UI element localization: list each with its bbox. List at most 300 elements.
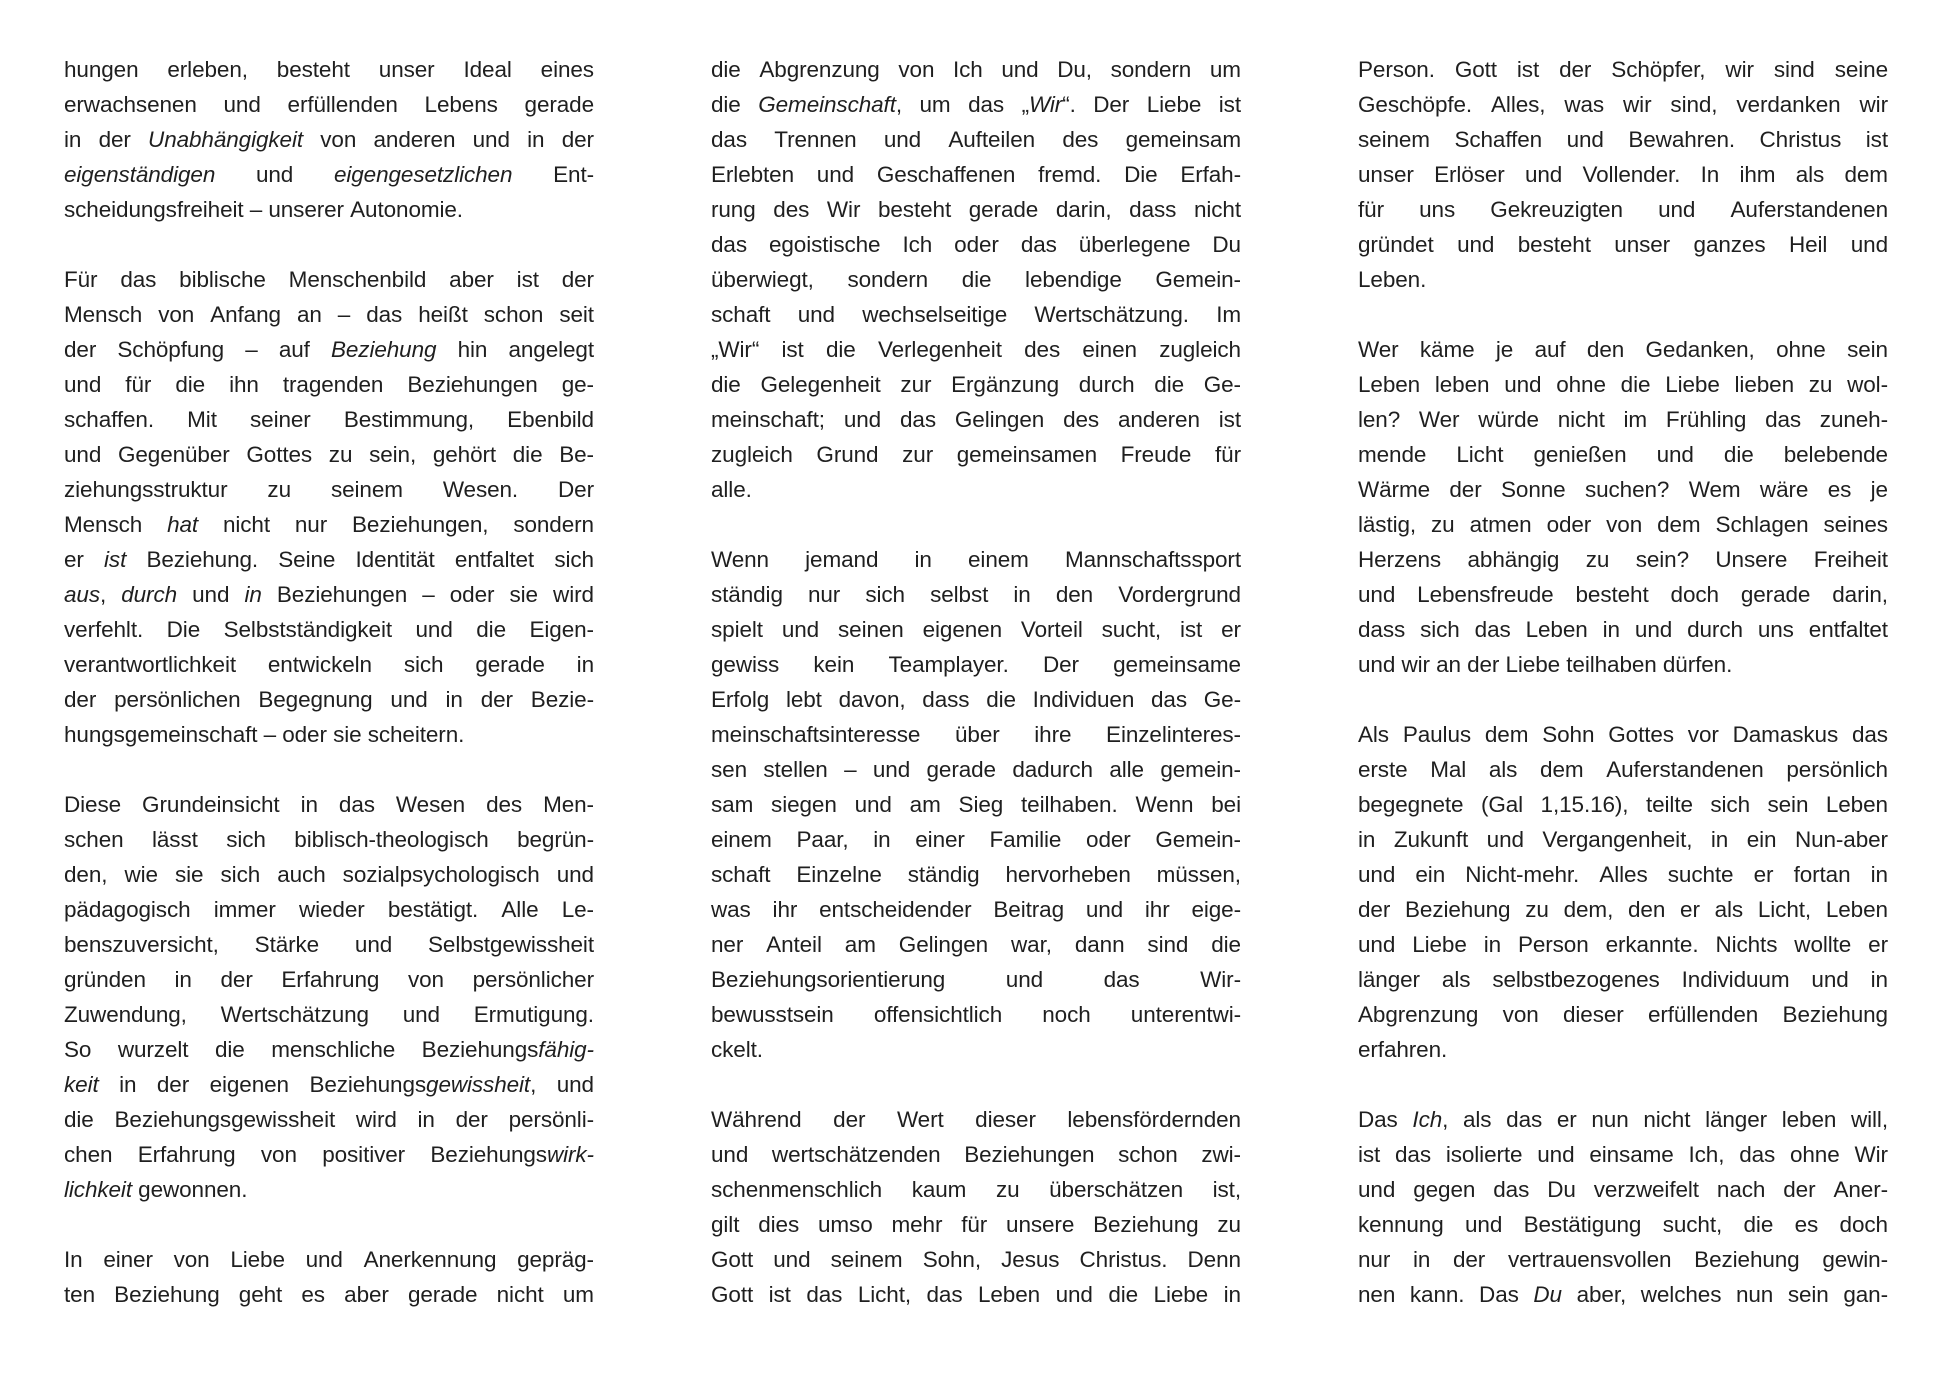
word: unserer (268, 197, 344, 222)
word: Wir- (1200, 967, 1241, 992)
word: begegnete (1358, 792, 1464, 817)
word: Grund (816, 442, 879, 467)
word: Vorteil (1020, 617, 1083, 642)
word: ist (781, 337, 804, 362)
paragraph (64, 787, 594, 1207)
text-line (64, 472, 594, 507)
word: von (407, 967, 444, 992)
word: der (561, 267, 594, 292)
text-line (64, 1242, 594, 1277)
text-line (1358, 192, 1888, 227)
word: ohne (1789, 1142, 1840, 1167)
word: der (1452, 1247, 1486, 1272)
word: Geschaffenen (876, 162, 1016, 187)
word: ist (768, 1282, 791, 1307)
word: und (390, 687, 428, 712)
word: und (1811, 967, 1849, 992)
word: Beziehung (1782, 1002, 1888, 1027)
word: Wir (826, 197, 861, 222)
word: des (1063, 407, 1100, 432)
word: seinen (838, 617, 904, 642)
text-line (64, 367, 594, 402)
word: dass (1358, 617, 1406, 642)
word: in (1483, 932, 1501, 957)
text-line (1358, 87, 1888, 122)
word: Gelingen (898, 932, 989, 957)
word: Begegnung (258, 687, 373, 712)
word: Beziehungen, (352, 512, 489, 537)
text-line (1358, 927, 1888, 962)
word: Ideal (463, 57, 512, 82)
word: Beziehung (1093, 1212, 1199, 1237)
paragraph (1358, 332, 1888, 682)
word: (Gal (1480, 792, 1524, 817)
word: nur (294, 512, 328, 537)
text-line (1358, 1102, 1888, 1137)
word: Mannschaftssport (1064, 547, 1241, 572)
word: einen (1082, 337, 1137, 362)
word: nun (1735, 1282, 1774, 1307)
word: Beziehungen (276, 582, 408, 607)
word: an (296, 302, 322, 327)
word: In (64, 1247, 83, 1272)
text-line (711, 682, 1241, 717)
word: abhängig (1467, 547, 1560, 572)
word: nicht (1193, 197, 1241, 222)
word: Du (1547, 1177, 1576, 1202)
text-line (711, 1137, 1241, 1172)
word: um (562, 1282, 594, 1307)
word: wechselseitige (862, 302, 1008, 327)
word: Denn (1187, 1247, 1241, 1272)
word: sie (333, 722, 362, 747)
text-line (711, 1207, 1241, 1242)
word: nicht (1557, 407, 1605, 432)
word: und (1634, 617, 1673, 642)
word: Liebe (1505, 652, 1561, 677)
word: kaum (911, 1177, 967, 1202)
word: pädagogisch (64, 897, 191, 922)
text-line (711, 332, 1241, 367)
word: von (320, 127, 357, 152)
word: Mit (187, 407, 217, 432)
word: Ergänzung (951, 372, 1060, 397)
word: uns (1419, 197, 1456, 222)
word: und (1566, 127, 1604, 152)
text-line (64, 892, 594, 927)
word: sich (226, 827, 266, 852)
word: Schöpfer, (1611, 57, 1706, 82)
word: durch (121, 582, 178, 607)
word: Mensch (64, 512, 143, 537)
word: mende (1358, 442, 1427, 467)
word: in (527, 127, 545, 152)
word: der (64, 337, 97, 362)
word: ihr (772, 897, 798, 922)
word: er (1680, 897, 1700, 922)
word: Trennen (774, 127, 857, 152)
word: lässt (152, 827, 198, 852)
word: das (900, 407, 936, 432)
word: Bewahren. (1628, 127, 1736, 152)
word: Anfang (210, 302, 281, 327)
word: für (1215, 442, 1241, 467)
word: unser (1614, 232, 1671, 257)
word: ist (104, 547, 127, 572)
word: Alles (1599, 862, 1648, 887)
word: zu (1585, 547, 1610, 572)
paragraph (1358, 1102, 1888, 1312)
word: wieder (298, 897, 365, 922)
word: das (1739, 1142, 1776, 1167)
text-line (711, 262, 1241, 297)
word: schen (64, 827, 124, 852)
word: und (556, 1072, 594, 1097)
word: Wesen. (442, 477, 519, 502)
word: Du (1212, 232, 1241, 257)
word: gehört (432, 442, 497, 467)
word: in (1223, 1282, 1241, 1307)
word: darin, (1055, 197, 1112, 222)
word: einer (915, 827, 965, 852)
word: Christus. (1079, 1247, 1168, 1272)
word: einer (103, 1247, 153, 1272)
text-line (1358, 647, 1888, 682)
word: wurzelt (117, 1037, 189, 1062)
word: und (415, 617, 453, 642)
word: Unabhängigkeit (148, 127, 304, 152)
word: davon, (838, 687, 906, 712)
word: zuneh- (1819, 407, 1888, 432)
word: vor (1687, 722, 1719, 747)
word: Schlagen (1715, 512, 1809, 537)
text-line (64, 1067, 594, 1102)
word: persönlicher (472, 967, 594, 992)
word: – (337, 302, 351, 327)
word: gründet (1358, 232, 1434, 257)
word: und (854, 792, 892, 817)
word: um (1209, 57, 1241, 82)
word: kann. (1409, 1282, 1465, 1307)
word: schenmenschlich (711, 1177, 883, 1202)
text-line (1358, 752, 1888, 787)
word: Der (1042, 652, 1079, 677)
text-line (1358, 1137, 1888, 1172)
word: das (711, 232, 747, 257)
word: Gemeinschaft, (758, 92, 903, 117)
word: durch (1687, 617, 1743, 642)
word: in (1412, 1247, 1431, 1272)
word: von (158, 302, 195, 327)
word: teilte (1645, 792, 1693, 817)
word: entscheidender (819, 897, 972, 922)
word: in (914, 547, 932, 572)
text-line (64, 437, 594, 472)
word: zu (328, 442, 353, 467)
word: seiner (250, 407, 311, 432)
word: Paulus (1402, 722, 1472, 747)
paragraph (64, 52, 594, 227)
word: Gegenüber (117, 442, 230, 467)
word: zu (1808, 372, 1833, 397)
word: Auferstandenen (1730, 197, 1888, 222)
text-line (711, 857, 1241, 892)
word: er (1556, 1107, 1577, 1132)
word: er (1753, 862, 1774, 887)
text-line (711, 927, 1241, 962)
word: teilhaben (1566, 652, 1657, 677)
word: gemeinsame (1113, 652, 1241, 677)
word: offensichtlich (873, 1002, 1003, 1027)
word: Freiheit (1813, 547, 1888, 572)
word: meinschaftsinteresse (711, 722, 921, 747)
word: lebt (785, 687, 822, 712)
word: ist (1516, 57, 1540, 82)
word: es (1827, 477, 1852, 502)
word: heißt (418, 302, 468, 327)
word: Leben (1825, 897, 1888, 922)
word: persönli- (508, 1107, 594, 1132)
word: ist (1358, 1142, 1381, 1167)
word: sich (865, 582, 905, 607)
word: und (816, 162, 855, 187)
word: würde (1478, 407, 1539, 432)
word: sen (711, 757, 747, 782)
word: schon (1118, 1142, 1178, 1167)
paragraph (1358, 52, 1888, 297)
word: oder (449, 582, 495, 607)
word: Paar, (796, 827, 849, 852)
word: gerade (475, 652, 545, 677)
word: das (1851, 722, 1888, 747)
word: oder (954, 232, 999, 257)
word: Ich (902, 232, 933, 257)
word: sein, (369, 442, 417, 467)
word: der (1358, 897, 1391, 922)
word: atmen (1469, 512, 1532, 537)
word: in (174, 967, 192, 992)
word: – (422, 582, 435, 607)
word: alle (1109, 757, 1144, 782)
word: in (873, 827, 891, 852)
word: nicht (1643, 1107, 1691, 1132)
word: sondern (847, 267, 929, 292)
text-line (711, 752, 1241, 787)
word: Christus (1759, 127, 1842, 152)
paragraph (64, 1242, 594, 1312)
word: sucht, (1662, 1212, 1723, 1237)
word: persönlich (1786, 757, 1888, 782)
text-line (711, 52, 1241, 87)
word: Gottes (1608, 722, 1674, 747)
word: und (773, 1247, 811, 1272)
word: nur (1358, 1247, 1391, 1272)
word: Licht, (1757, 897, 1812, 922)
word: benszuversicht, (64, 932, 219, 957)
word: Grundeinsicht (142, 792, 280, 817)
word: je (1870, 477, 1888, 502)
text-line (1358, 1207, 1888, 1242)
word: und (797, 302, 835, 327)
word: besteht (1575, 582, 1649, 607)
word: überlegene (1078, 232, 1191, 257)
word: sich (403, 652, 444, 677)
word: und (1055, 1282, 1093, 1307)
word: sie (175, 862, 204, 887)
word: Selbstständigkeit (223, 617, 393, 642)
word: und (1656, 442, 1694, 467)
word: sich (1710, 792, 1750, 817)
text-line (711, 997, 1241, 1032)
word: menschliche (271, 1037, 396, 1062)
word: der (64, 687, 97, 712)
word: Als (1358, 722, 1389, 747)
text-line (1358, 472, 1888, 507)
word: sondern (513, 512, 594, 537)
word: Anteil (766, 932, 822, 957)
word: die (825, 337, 856, 362)
word: immer (213, 897, 276, 922)
text-line (64, 682, 594, 717)
word: das (1493, 1177, 1530, 1202)
word: darin, (1832, 582, 1888, 607)
word: Person. (1358, 57, 1435, 82)
word: Wenn (1135, 792, 1194, 817)
word: Gelegenheit (760, 372, 881, 397)
word: war, (1011, 932, 1052, 957)
word: sein (1767, 792, 1809, 817)
word: jemand (805, 547, 879, 572)
text-line (1358, 122, 1888, 157)
text-line (64, 1102, 594, 1137)
word: Du (1533, 1282, 1562, 1307)
word: Autonomie. (350, 197, 463, 222)
text-line (711, 1172, 1241, 1207)
word: oder (282, 722, 327, 747)
word: entfaltet (1808, 617, 1888, 642)
word: wollte (1794, 932, 1852, 957)
word: das (366, 302, 403, 327)
word: der (480, 687, 513, 712)
text-line (1358, 612, 1888, 647)
word: Beziehungsgewissheit (114, 1107, 336, 1132)
word: oder (1086, 827, 1131, 852)
word: Beziehungen (964, 1142, 1095, 1167)
word: nicht (496, 1282, 544, 1307)
word: die (1154, 372, 1185, 397)
word: Erfah- (1180, 162, 1241, 187)
word: Aner- (1833, 1177, 1888, 1202)
word: Beziehung (1405, 897, 1511, 922)
text-line (711, 1242, 1241, 1277)
word: auf (1534, 337, 1566, 362)
text-line (64, 542, 594, 577)
word: länger (1705, 1107, 1768, 1132)
word: suchte (1667, 862, 1734, 887)
text-line (711, 367, 1241, 402)
text-line (64, 1137, 594, 1172)
word: ist, (1212, 1177, 1241, 1202)
word: Im (1216, 302, 1241, 327)
text-line (1358, 367, 1888, 402)
text-column-2 (711, 52, 1241, 1376)
word: der (1467, 652, 1500, 677)
word: was (1564, 92, 1605, 117)
word: Beziehungsgewissheit, (309, 1072, 537, 1097)
word: Wärme (1358, 477, 1430, 502)
word: gemeinsam (1125, 127, 1241, 152)
word: nicht (222, 512, 270, 537)
word: unterentwi- (1130, 1002, 1241, 1027)
word: und (64, 442, 102, 467)
word: und (402, 1002, 440, 1027)
word: und (354, 932, 393, 957)
word: und (1358, 582, 1396, 607)
word: und (1537, 1142, 1575, 1167)
word: wir (1725, 57, 1754, 82)
word: entfaltet (454, 547, 535, 572)
word: als (1795, 162, 1825, 187)
word: ist (1180, 617, 1203, 642)
word: Beziehungswirk- (430, 1142, 594, 1167)
text-line (1358, 1172, 1888, 1207)
word: wir (1401, 652, 1430, 677)
word: Schaffen (1454, 127, 1543, 152)
word: im (1623, 407, 1648, 432)
word: dem (1540, 757, 1584, 782)
word: Wer (1358, 337, 1399, 362)
word: biblisch-theologisch (294, 827, 489, 852)
word: eigenen (922, 617, 1002, 642)
word: Wir (1854, 1142, 1888, 1167)
word: sein (1787, 1282, 1829, 1307)
word: zu (995, 1177, 1020, 1202)
text-line (711, 892, 1241, 927)
word: Einzelne (796, 862, 882, 887)
word: geht (238, 1282, 283, 1307)
word: ständig (907, 862, 980, 887)
word: als (1714, 897, 1744, 922)
word: er (1868, 932, 1888, 957)
text-line (64, 927, 594, 962)
word: ihm (1739, 162, 1776, 187)
word: Bestimmung, (343, 407, 475, 432)
word: Zukunft (1393, 827, 1469, 852)
text-column-3 (1358, 52, 1888, 1376)
text-line (711, 577, 1241, 612)
word: selbstbezogenes (1492, 967, 1660, 992)
word: Ich, (1688, 1142, 1725, 1167)
word: selbst (930, 582, 989, 607)
word: Gott (1454, 57, 1497, 82)
text-line (711, 122, 1241, 157)
word: das (1103, 967, 1140, 992)
word: Individuen (1032, 687, 1135, 712)
word: ein (1746, 827, 1777, 852)
word: wie (124, 862, 158, 887)
word: Leben. (1358, 267, 1427, 292)
word: besteht (276, 57, 350, 82)
word: teilhaben. (1021, 792, 1118, 817)
word: len? (1358, 407, 1401, 432)
word: und (1085, 897, 1124, 922)
text-line (1358, 577, 1888, 612)
word: Person (1517, 932, 1589, 957)
text-line (711, 227, 1241, 262)
word: des (1024, 337, 1061, 362)
word: erfüllenden (1647, 1002, 1759, 1027)
word: gegen (1413, 1177, 1476, 1202)
